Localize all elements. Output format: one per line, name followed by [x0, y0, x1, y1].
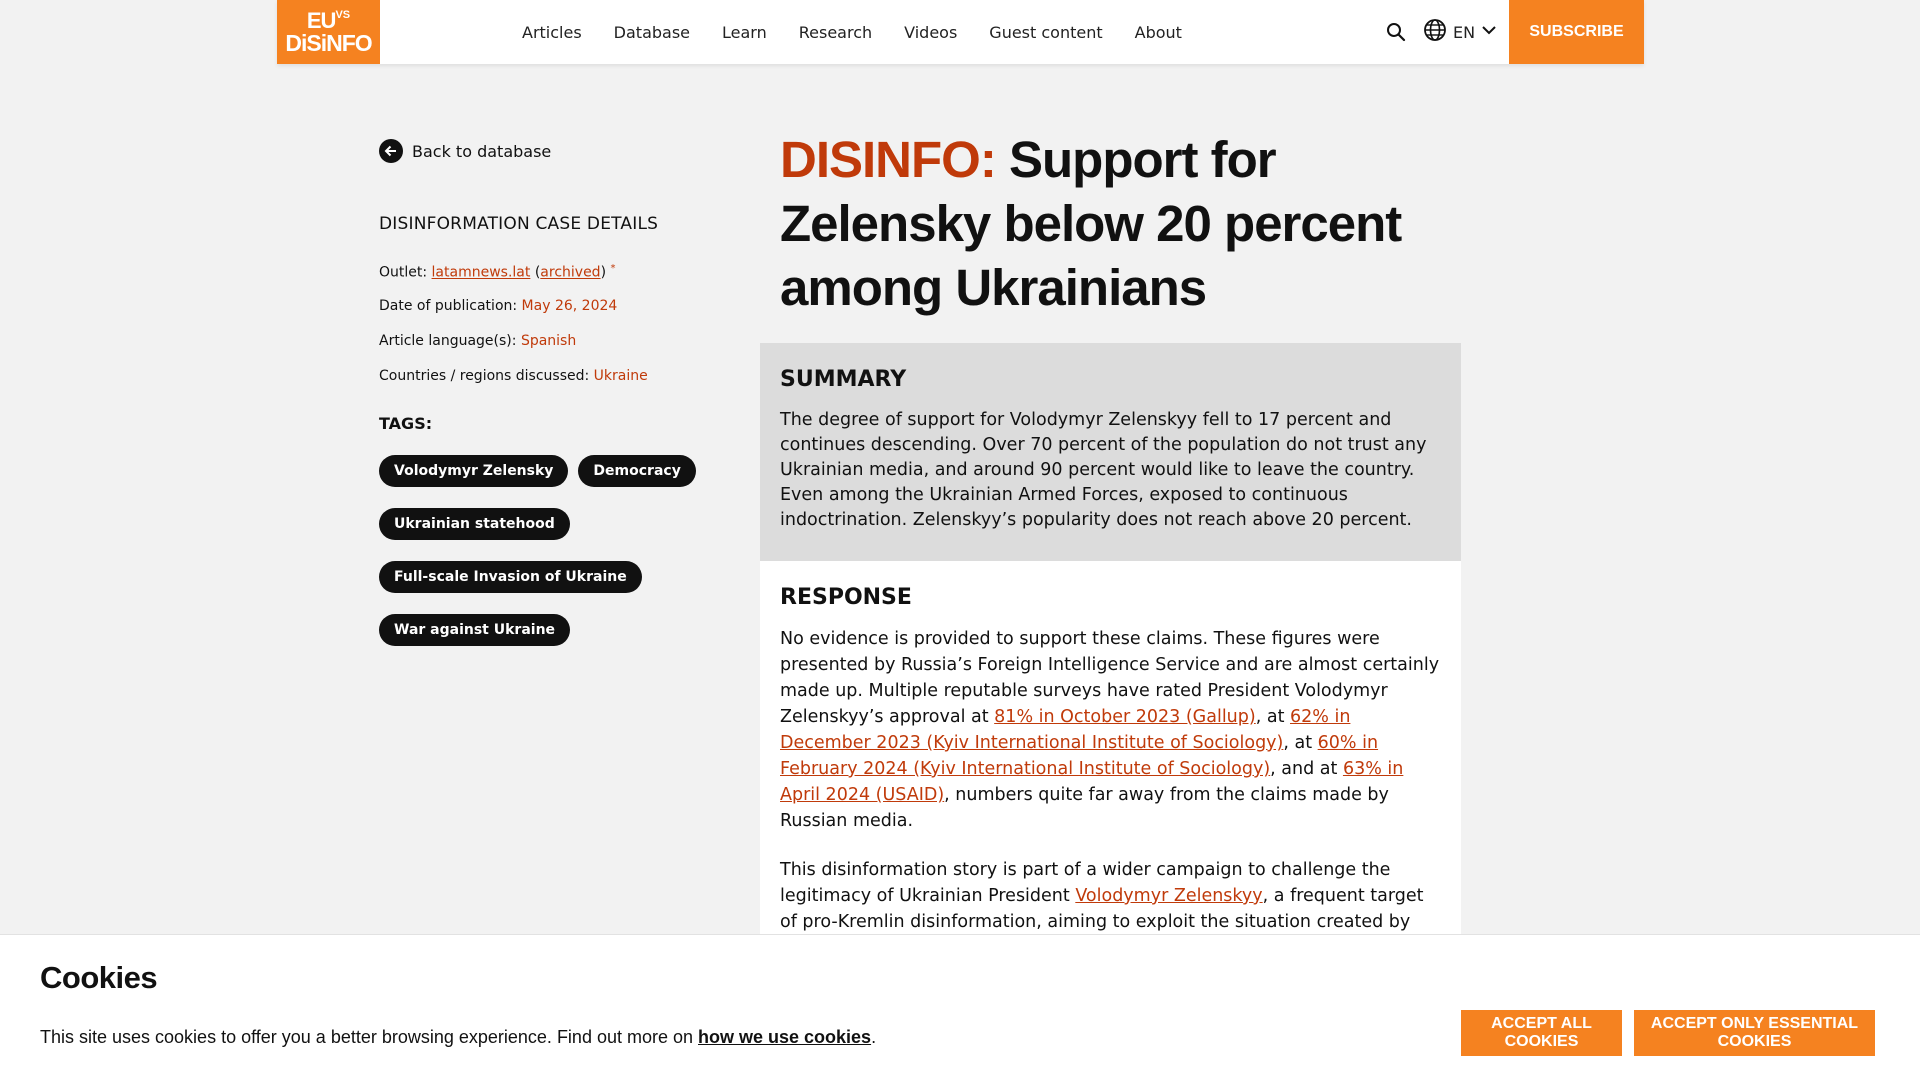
cookie-text: [40, 1027, 876, 1048]
search-icon[interactable]: [1386, 22, 1406, 42]
response-text: No evidence is provided to support these claims. These figures were presented by Russia’s Foreign Intelligence Service and are almost certainly made up. Multiple reputable surveys have rated President Volodymyr Zelenskyy’s approval at: [780, 629, 1440, 727]
cookie-title: Cookies: [40, 960, 158, 995]
case-details-heading: DISINFORMATION CASE DETAILS: [379, 214, 659, 234]
main-nav: [522, 0, 1182, 64]
accept-essential-cookies-button[interactable]: ACCEPT ONLY ESSENTIAL COOKIES: [1634, 1010, 1875, 1056]
accept-all-cookies-button[interactable]: ACCEPT ALL COOKIES: [1461, 1010, 1622, 1056]
nav-videos[interactable]: Videos: [904, 22, 958, 42]
response-text: This disinformation story is part of a wider campaign to challenge the legitimacy of Ukrainian President: [780, 860, 1391, 906]
tag-war-against-ukraine[interactable]: War against Ukraine: [379, 614, 570, 646]
detail-language: [379, 333, 648, 368]
cookie-policy-link[interactable]: how we use cookies: [698, 1027, 872, 1047]
countries-label: Countries / regions discussed:: [379, 368, 590, 384]
globe-icon: [1423, 18, 1447, 46]
logo-text-eu: EU: [306, 8, 336, 33]
link-gallup[interactable]: 81% in October 2023 (Gallup): [994, 707, 1256, 727]
language-selector[interactable]: [1423, 20, 1497, 44]
link-kiis-february[interactable]: 60% in February 2024 (Kyiv International Institute of Sociology): [780, 733, 1379, 779]
chevron-down-icon: [1481, 22, 1497, 42]
disinfo-label: DISINFO:: [780, 131, 996, 188]
date-label: Date of publication:: [379, 298, 518, 314]
page-title: [780, 128, 1480, 320]
nav-about[interactable]: About: [1134, 22, 1182, 42]
date-value: May 26, 2024: [521, 298, 618, 314]
logo-text-vs: VS: [335, 9, 351, 21]
response-paragraph-1: [780, 626, 1441, 834]
link-kiis-december[interactable]: 62% in December 2023 (Kyiv International Institute of Sociology): [780, 707, 1351, 753]
language-code: EN: [1453, 22, 1476, 42]
summary-box: [760, 343, 1461, 561]
countries-value[interactable]: Ukraine: [593, 368, 648, 384]
tag-list: [379, 455, 699, 667]
title-text: Support for Zelensky below 20 percent among Ukrainians: [780, 131, 1402, 316]
tag-democracy[interactable]: Democracy: [578, 455, 695, 487]
tags-label: TAGS:: [379, 414, 433, 433]
back-to-database-link[interactable]: [379, 139, 551, 163]
response-text: , a frequent target of pro-Kremlin disinformation, aiming to exploit the situation created by: [780, 886, 1424, 932]
asterisk: *: [610, 263, 616, 274]
back-label: Back to database: [412, 141, 552, 161]
response-text: , numbers quite far away from the claims made by Russian media.: [780, 785, 1389, 831]
tag-volodymyr-zelensky[interactable]: Volodymyr Zelensky: [379, 455, 568, 487]
detail-outlet: Outlet: latamnews.lat (archived) *: [379, 263, 616, 281]
response-text: , at: [1255, 707, 1290, 727]
detail-countries: [379, 368, 648, 403]
tag-full-scale-invasion[interactable]: Full-scale Invasion of Ukraine: [379, 561, 642, 593]
archived-link[interactable]: archived: [540, 264, 601, 281]
summary-heading: SUMMARY: [780, 367, 907, 392]
response-heading: RESPONSE: [780, 585, 912, 610]
nav-database[interactable]: Database: [613, 22, 691, 42]
euvsdisinfo-logo[interactable]: [277, 0, 380, 64]
nav-research[interactable]: Research: [798, 22, 873, 42]
response-text: , and at: [1270, 759, 1343, 779]
response-text: , at: [1283, 733, 1318, 753]
logo-text-disinfo: DiSiNFO: [285, 30, 372, 56]
site-header: [277, 0, 1644, 64]
cookie-banner: [0, 934, 1920, 1080]
nav-articles[interactable]: Articles: [522, 22, 582, 42]
outlet-link[interactable]: latamnews.lat: [431, 264, 531, 281]
subscribe-button[interactable]: SUBSCRIBE: [1509, 0, 1644, 64]
language-value[interactable]: Spanish: [520, 333, 577, 349]
cookie-description: This site uses cookies to offer you a better browsing experience. Find out more on: [40, 1027, 699, 1047]
arrow-left-icon: [379, 139, 403, 163]
nav-guest-content[interactable]: Guest content: [989, 22, 1103, 42]
cookie-period: .: [871, 1027, 877, 1047]
link-volodymyr-zelenskyy[interactable]: Volodymyr Zelenskyy: [1075, 886, 1263, 906]
case-details: [379, 263, 648, 403]
nav-learn[interactable]: Learn: [722, 22, 767, 42]
language-label: Article language(s):: [379, 333, 517, 349]
detail-date: [379, 298, 648, 333]
tag-ukrainian-statehood[interactable]: Ukrainian statehood: [379, 508, 570, 540]
summary-text: The degree of support for Volodymyr Zelenskyy fell to 17 percent and continues descending. Over 70 percent of the population do not trust any Ukrainian media, and around 90 percent would like to leave the country. Even among the Ukrainian Armed Forces, exposed to continuous indoctrination. Zelenskyy’s popularity does not reach above 20 percent.: [780, 410, 1427, 530]
outlet-label: Outlet:: [379, 264, 428, 281]
link-usaid[interactable]: 63% in April 2024 (USAID): [780, 759, 1404, 805]
